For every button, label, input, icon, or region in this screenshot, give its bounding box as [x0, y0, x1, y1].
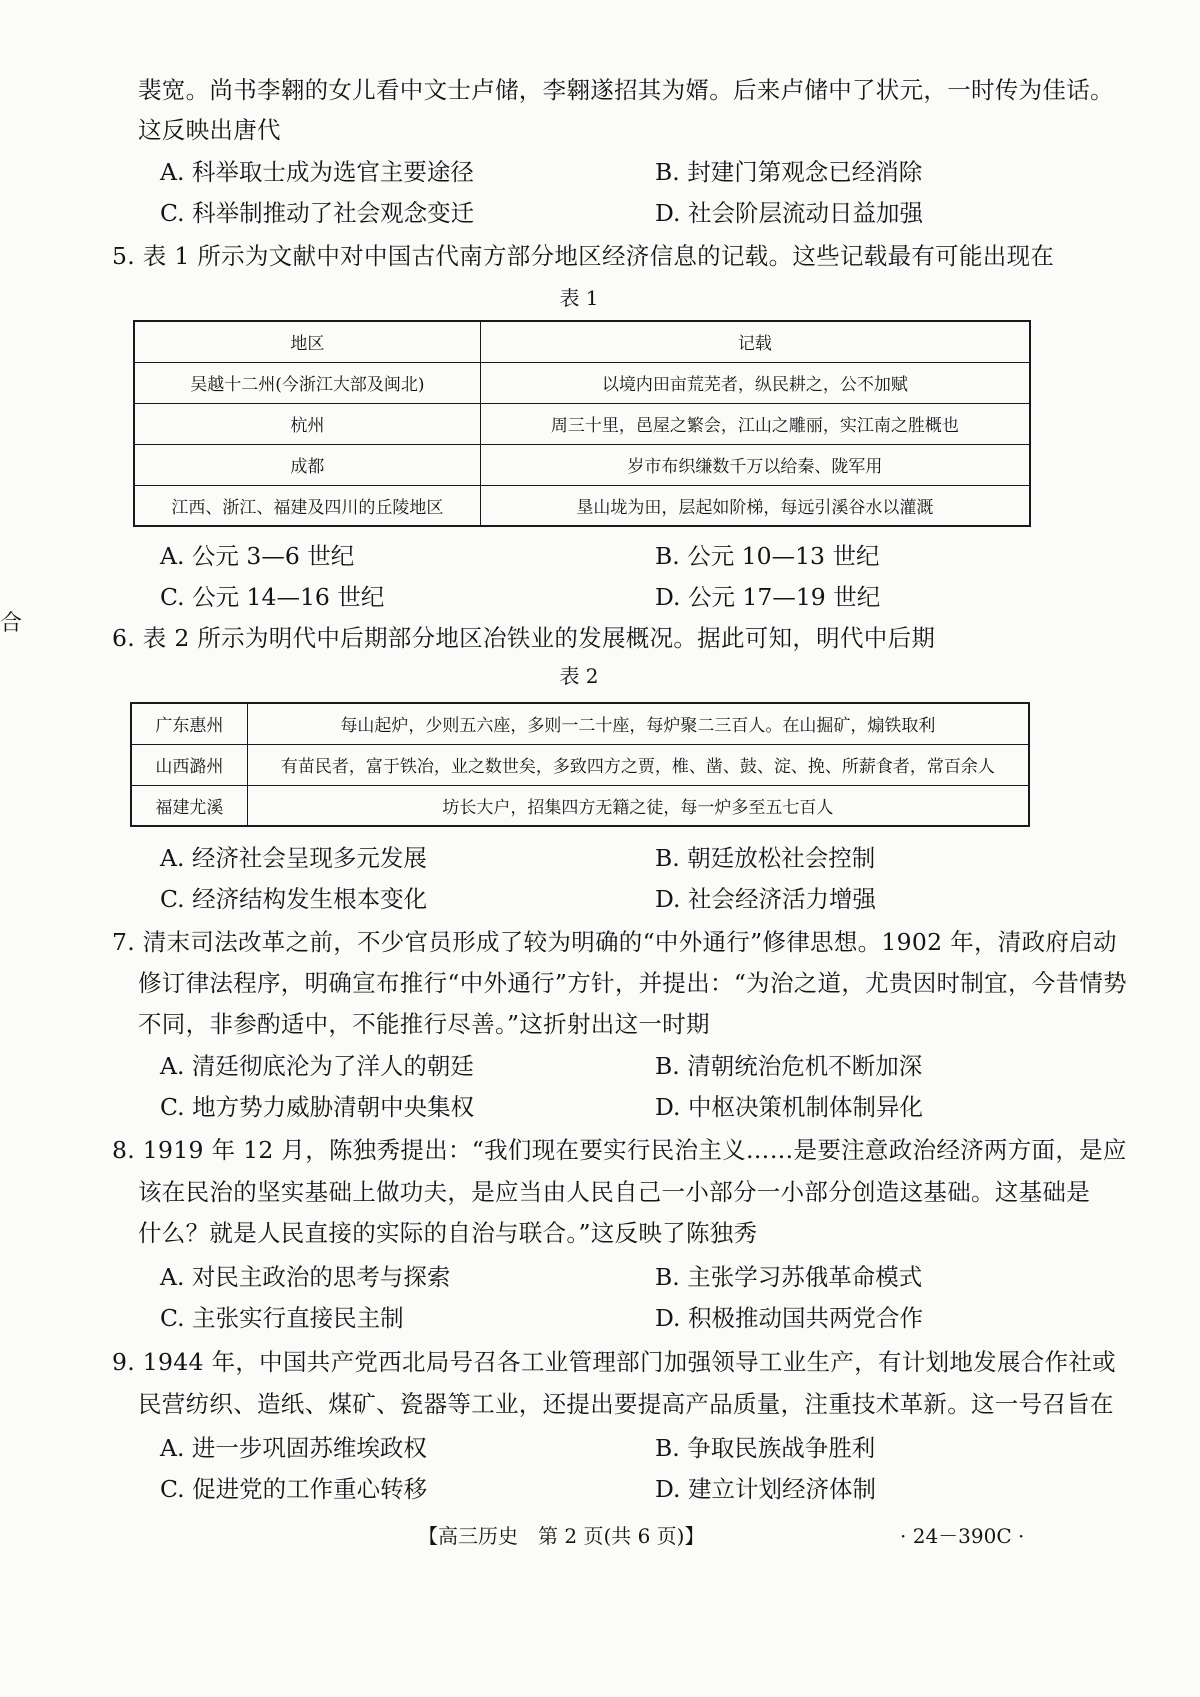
- q4-stem-line-2: 这反映出唐代: [138, 116, 281, 144]
- table-cell: 江西、浙江、福建及四川的丘陵地区: [134, 485, 480, 526]
- q7-option-b: B. 清朝统治危机不断加深: [655, 1052, 923, 1080]
- table-row: [134, 403, 1030, 444]
- q6-stem-line-1: 6. 表 2 所示为明代中后期部分地区冶铁业的发展概况。据此可知，明代中后期: [112, 624, 936, 652]
- q4-option-d: D. 社会阶层流动日益加强: [655, 199, 923, 227]
- binding-margin-mark: 合: [0, 611, 23, 636]
- table-cell: 成都: [134, 444, 480, 485]
- table-row: [134, 444, 1030, 485]
- q8-option-d: D. 积极推动国共两党合作: [655, 1304, 923, 1332]
- q7-option-c: C. 地方势力威胁清朝中央集权: [160, 1093, 475, 1121]
- table-cell: 周三十里，邑屋之繁会，江山之雕丽，实江南之胜概也: [480, 403, 1030, 444]
- q6-option-a: A. 经济社会呈现多元发展: [160, 844, 427, 872]
- table-row: [131, 785, 1029, 826]
- q4-option-a: A. 科举取士成为选官主要途径: [160, 158, 474, 186]
- q6-option-d: D. 社会经济活力增强: [655, 885, 876, 913]
- q4-option-c: C. 科举制推动了社会观念变迁: [160, 199, 475, 227]
- q9-option-d: D. 建立计划经济体制: [655, 1475, 876, 1503]
- table-cell: 垦山垅为田，层起如阶梯，每远引溪谷水以灌溉: [480, 485, 1030, 526]
- q7-stem-line-1: 7. 清末司法改革之前，不少官员形成了较为明确的“中外通行”修律思想。1902 年，清政府启动: [112, 928, 1117, 956]
- q6-option-b: B. 朝廷放松社会控制: [655, 844, 876, 872]
- table-row: [134, 362, 1030, 403]
- q7-stem-line-2: 修订律法程序，明确宣布推行“中外通行”方针，并提出：“为治之道，尤贵因时制宜，今昔情势: [138, 969, 1127, 997]
- table-1-header-region: 地区: [134, 321, 480, 362]
- table-cell: 每山起炉，少则五六座，多则一二十座，每炉聚二三百人。在山掘矿，煽铁取利: [247, 703, 1029, 744]
- q5-option-b: B. 公元 10—13 世纪: [655, 542, 880, 570]
- q8-option-c: C. 主张实行直接民主制: [160, 1304, 404, 1332]
- page-footer-label: 【高三历史 第 2 页(共 6 页)】: [418, 1524, 705, 1548]
- q7-stem-line-3: 不同，非参酌适中，不能推行尽善。”这折射出这一时期: [138, 1010, 710, 1038]
- table-1-caption: 表 1: [559, 286, 599, 310]
- table-cell: 广东惠州: [131, 703, 247, 744]
- table-cell: 杭州: [134, 403, 480, 444]
- q7-option-a: A. 清廷彻底沦为了洋人的朝廷: [160, 1052, 474, 1080]
- page-footer-code: · 24－390C ·: [900, 1524, 1025, 1548]
- q9-option-c: C. 促进党的工作重心转移: [160, 1475, 428, 1503]
- table-row: [131, 744, 1029, 785]
- table-1: [133, 320, 1031, 527]
- q5-option-a: A. 公元 3—6 世纪: [160, 542, 355, 570]
- q9-option-b: B. 争取民族战争胜利: [655, 1434, 876, 1462]
- table-cell: 吴越十二州(今浙江大部及闽北): [134, 362, 480, 403]
- table-row: [134, 485, 1030, 526]
- q4-option-b: B. 封建门第观念已经消除: [655, 158, 923, 186]
- table-cell: 山西潞州: [131, 744, 247, 785]
- table-1-header-row: [134, 321, 1030, 362]
- q7-option-d: D. 中枢决策机制体制异化: [655, 1093, 923, 1121]
- q9-stem-line-2: 民营纺织、造纸、煤矿、瓷器等工业，还提出要提高产品质量，注重技术革新。这一号召旨在: [138, 1390, 1114, 1418]
- table-2: [130, 702, 1030, 827]
- table-row: [131, 703, 1029, 744]
- q6-option-c: C. 经济结构发生根本变化: [160, 885, 428, 913]
- q5-stem-line-1: 5. 表 1 所示为文献中对中国古代南方部分地区经济信息的记载。这些记载最有可能出现在: [112, 242, 1055, 270]
- table-2-caption: 表 2: [559, 664, 599, 688]
- table-cell: 坊长大户，招集四方无籍之徒，每一炉多至五七百人: [247, 785, 1029, 826]
- q4-stem-line-1: 裴宽。尚书李翱的女儿看中文士卢储，李翱遂招其为婿。后来卢储中了状元，一时传为佳话。: [138, 76, 1114, 104]
- table-cell: 福建尤溪: [131, 785, 247, 826]
- q5-option-d: D. 公元 17—19 世纪: [655, 583, 881, 611]
- q5-option-c: C. 公元 14—16 世纪: [160, 583, 385, 611]
- table-cell: 岁市布织缣数千万以给秦、陇军用: [480, 444, 1030, 485]
- table-cell: 以境内田亩荒芜者，纵民耕之，公不加赋: [480, 362, 1030, 403]
- q8-stem-line-1: 8. 1919 年 12 月，陈独秀提出：“我们现在要实行民治主义……是要注意政治经济两方面，是应: [112, 1136, 1127, 1164]
- q8-stem-line-3: 什么？就是人民直接的实际的自治与联合。”这反映了陈独秀: [138, 1219, 758, 1247]
- table-cell: 有苗民者，富于铁冶，业之数世矣，多致四方之贾，椎、凿、鼓、淀、挽、所薪食者，常百余人: [247, 744, 1029, 785]
- q9-stem-line-1: 9. 1944 年，中国共产党西北局号召各工业管理部门加强领导工业生产，有计划地发展合作社或: [112, 1348, 1116, 1376]
- q8-option-a: A. 对民主政治的思考与探索: [160, 1263, 451, 1291]
- q8-option-b: B. 主张学习苏俄革命模式: [655, 1263, 923, 1291]
- q9-option-a: A. 进一步巩固苏维埃政权: [160, 1434, 427, 1462]
- table-1-header-record: 记载: [480, 321, 1030, 362]
- q8-stem-line-2: 该在民治的坚实基础上做功夫，是应当由人民自己一小部分一小部分创造这基础。这基础是: [138, 1178, 1090, 1206]
